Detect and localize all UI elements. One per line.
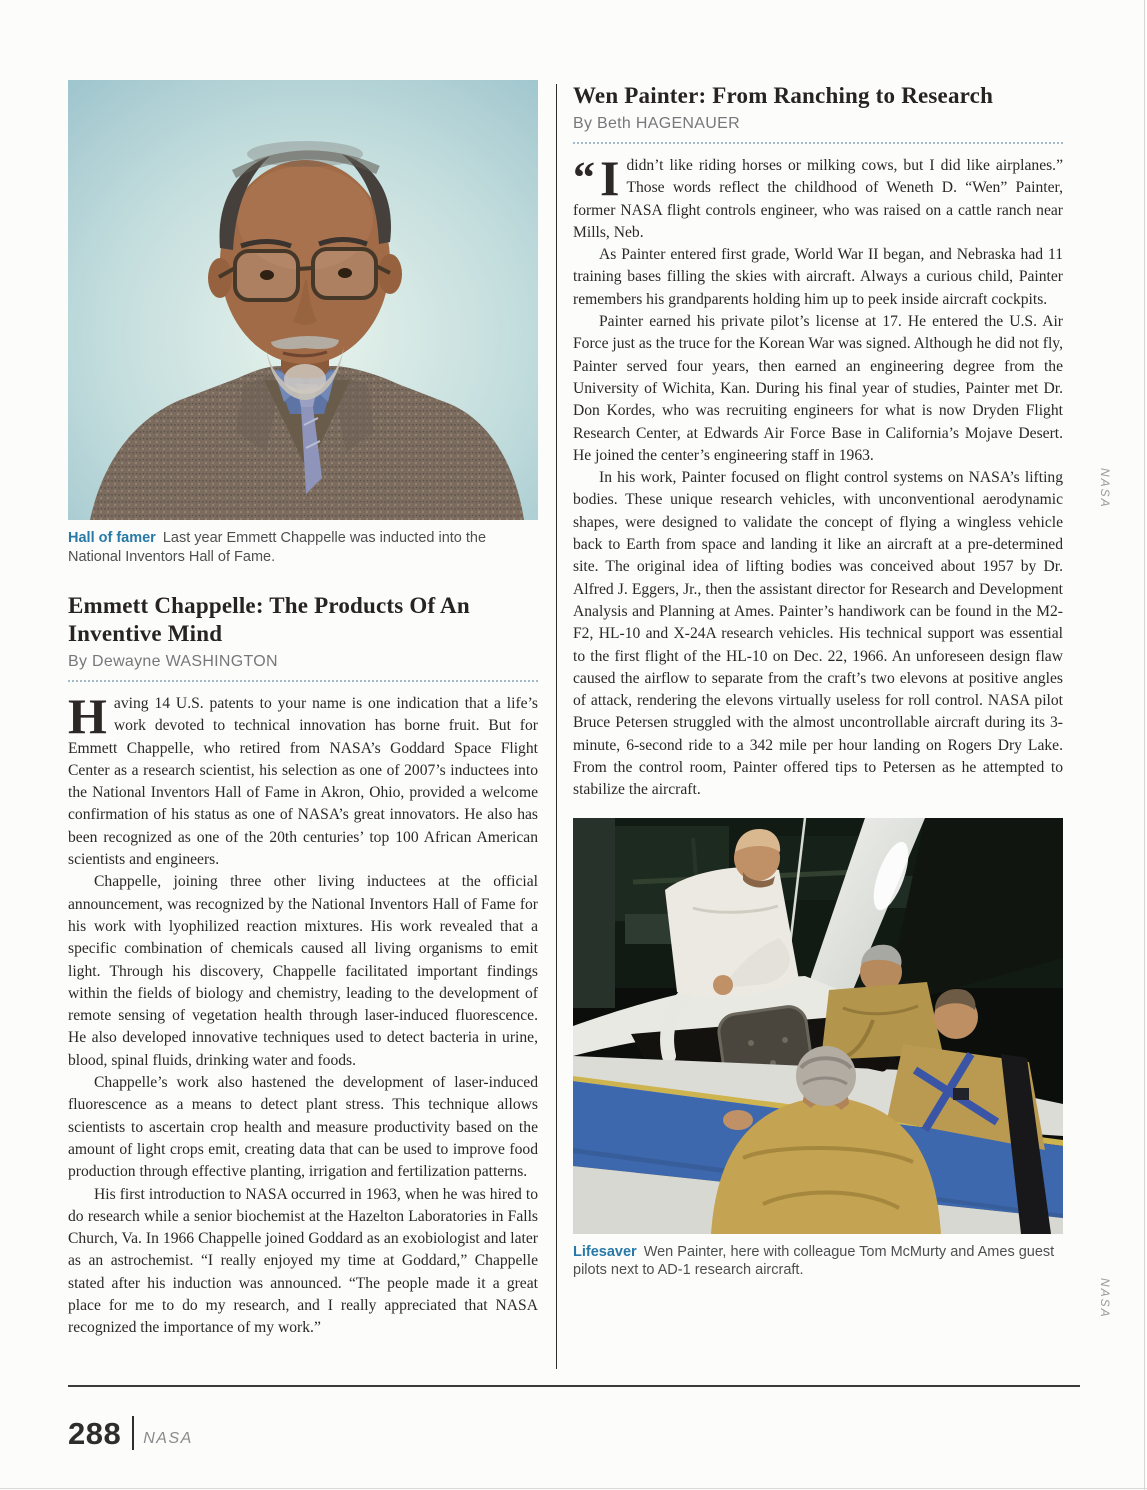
- caption-text: Wen Painter, here with colleague Tom McMurty and Ames guest pilots next to AD-1 research aircraft.: [573, 1243, 1055, 1279]
- dotted-rule: [68, 680, 538, 682]
- page-edge-line: [0, 1488, 1147, 1489]
- article-title-right: Wen Painter: From Ranching to Research: [573, 83, 994, 108]
- aircraft-photo-illustration: [573, 818, 1063, 1234]
- body-paragraph: [573, 150, 1063, 244]
- page-number: 288: [68, 1416, 122, 1451]
- byline-left: By Dewayne WASHINGTON: [68, 653, 278, 670]
- paragraph-text: aving 14 U.S. patents to your name is one indication that a life’s work devoted to technical innovation has borne fruit. But for Emmett Chappelle, who retired from NASA’s Goddard Space Flight Center as a research scientist, his selection as one of 2007’s inductees into the National Inventors Hall of Fame in Akron, Ohio, provided a welcome confirmation of his status as one of NASA’s great innovators. He also has been recognized as one of the 20th centuries’ top 100 African American scientists and engineers.: [68, 695, 538, 869]
- footer: [68, 1416, 193, 1450]
- photo-credit-nasa: NASA: [1098, 1278, 1112, 1319]
- byline-right: By Beth HAGENAUER: [573, 115, 740, 132]
- caption-text: Last year Emmett Chappelle was inducted into the National Inventors Hall of Fame.: [68, 530, 487, 565]
- photo-caption: [68, 529, 538, 566]
- body-paragraph: His first introduction to NASA occurred in 1963, when he was hired to do research while a senior biochemist at the Hazelton Laboratories in Falls Church, Va. In 1966 Chappelle joined Goddard as an exobiologist and later as an astrochemist. “I really enjoyed my time at Goddard,” Chappelle stated after his induction was announced. “The people made it a great place for me to do my research, and I really appreciated that NASA recognized the importance of my work.”: [68, 1185, 538, 1337]
- body-paragraph: In his work, Painter focused on flight control systems on NASA’s lifting bodies. These unique research vehicles, with unconventional aerodynamic shapes, were designed to validate the concept of flying a wingless vehicle back to Earth from space and landing it like an aircraft at a pre-determined site. The original idea of lifting bodies was conceived about 1957 by Dr. Alfred J. Eggers, Jr., then the assistant director for Research and Development Analysis and Planning at Ames. Painter’s handiwork can be found in the M2-F2, HL-10 and X-24A research vehicles. His technical support was essential to the first flight of the HL-10 on Dec. 22, 1966. An unforeseen design flaw caused the airflow to separate from the craft’s two elevons at positive angles of attack, rendering the elevons virtually useless for roll control. NASA pilot Bruce Petersen struggled with the almost uncontrollable aircraft during its 3-minute, 6-second ride to a 342 mile per hour landing on Rogers Dry Lake. From the control room, Painter offered tips to Petersen as he attempted to stabilize the aircraft.: [573, 469, 1063, 799]
- body-paragraph: Painter earned his private pilot’s license at 17. He entered the U.S. Air Force just as the truce for the Korean War was signed. Although he did not fly, Painter served four years, then earned an engineering degree from the University of Wichita, Kan. During his final year of studies, Painter met Dr. Don Kordes, who was recruiting engineers for what is now Dryden Flight Research Center, at Edwards Air Force Base in California’s Mojave Desert. He joined the center’s engineering staff in 1963.: [573, 313, 1063, 464]
- pull-quote-mark: “: [573, 153, 595, 202]
- caption-label: Lifesaver: [573, 1243, 637, 1260]
- paragraph-text: didn’t like riding horses or milking cows, but I did like airplanes.” Those words reflect the childhood of Weneth D. “Wen” Painter, former NASA flight controls engineer, who was raised on a cattle ranch near Mills, Neb.: [573, 157, 1063, 241]
- drop-cap: I: [600, 150, 620, 206]
- portrait-photo: [68, 80, 538, 520]
- column-divider: [556, 84, 557, 1369]
- aircraft-photo: [573, 818, 1063, 1234]
- body-paragraph: [68, 688, 538, 871]
- footer-rule: [68, 1385, 1080, 1387]
- page-edge-line: [1144, 0, 1145, 1490]
- caption-label: Hall of famer: [68, 530, 156, 546]
- footer-brand: NASA: [143, 1430, 193, 1447]
- drop-cap: H: [68, 688, 107, 744]
- body-paragraph: Chappelle, joining three other living inductees at the official announcement, was recognized by the National Inventors Hall of Fame for his work with lyophilized reaction mixtures. His work revealed that a specific combination of chemicals caused all living organisms to emit light. Through his discovery, Chappelle facilitated important findings within the fields of biology and chemistry, leading to the development of remote sensing of vegetation health through laser-induced fluorescence. He also developed innovative techniques used to detect bacteria in urine, blood, spinal fluids, drinking water and foods.: [68, 873, 538, 1069]
- photo-caption: [573, 1243, 1063, 1280]
- footer-divider-bar: [132, 1416, 134, 1450]
- body-paragraph: Chappelle’s work also hastened the development of laser-induced fluorescence as a means to detect plant stress. This technique allows scientists to ascertain crop health and measure productivity based on the amount of light crops emit, creating data that can be used to improve food production through effective planting, irrigation and fertilization patterns.: [68, 1074, 538, 1181]
- left-article: [68, 80, 538, 1340]
- article-title-left: Emmett Chappelle: The Products Of An Inventive Mind: [68, 593, 470, 646]
- portrait-photo-illustration: [68, 80, 538, 520]
- right-article: [573, 80, 1063, 1280]
- body-paragraph: As Painter entered first grade, World War II began, and Nebraska had 11 training bases filling the skies with aircraft. Always a curious child, Painter remembers his grandparents holding him up to peek inside aircraft cockpits.: [573, 246, 1063, 308]
- photo-credit-nasa: NASA: [1098, 468, 1112, 509]
- dotted-rule: [573, 142, 1063, 144]
